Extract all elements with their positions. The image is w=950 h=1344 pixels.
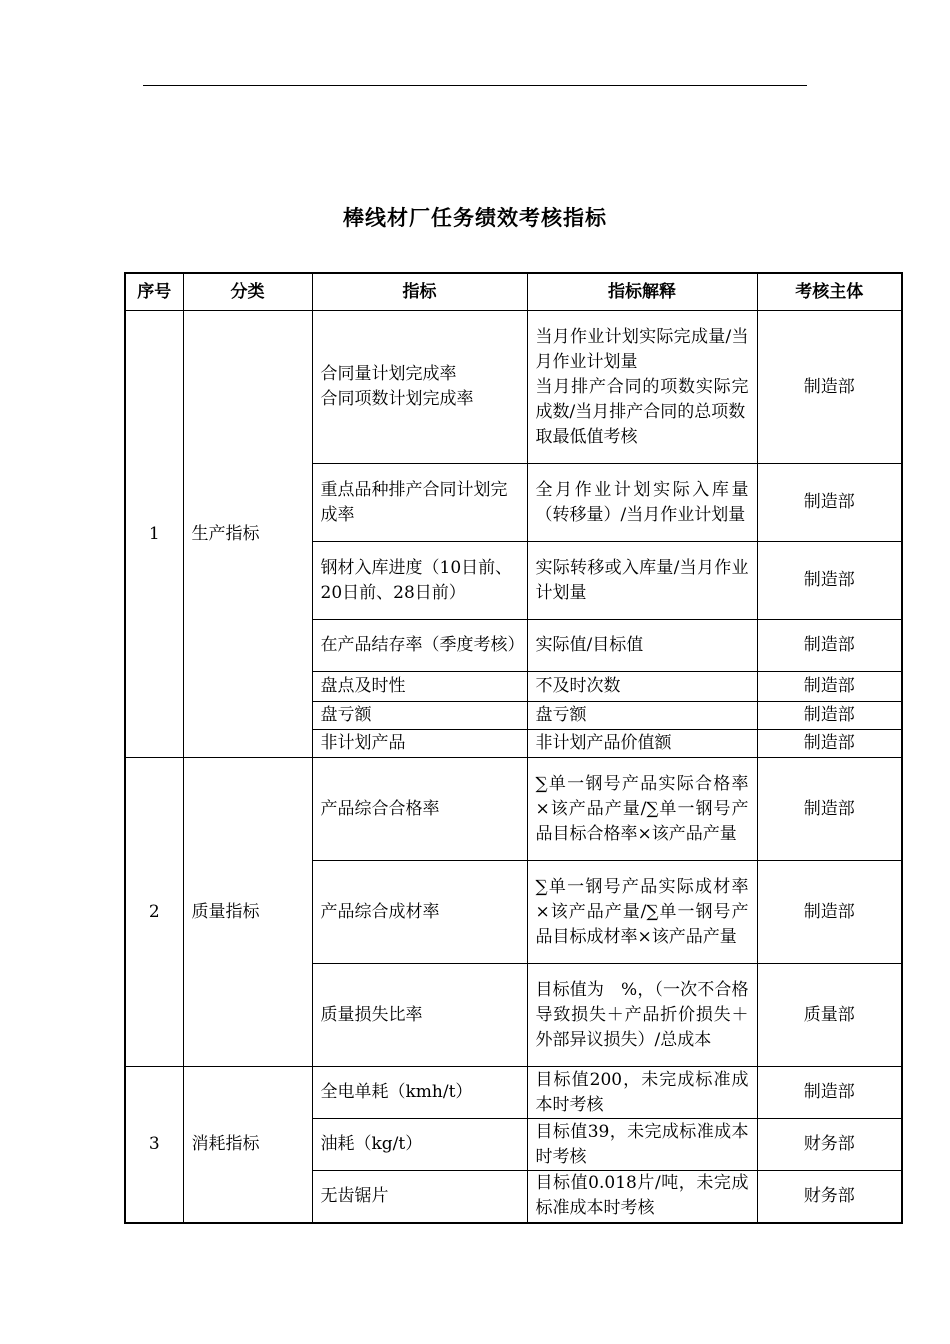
indicator-cell xyxy=(312,1171,527,1223)
header-category: 分类 xyxy=(183,273,312,311)
header-owner: 考核主体 xyxy=(757,273,902,311)
explanation-cell xyxy=(527,702,757,730)
explanation-text: 当月排产合同的项数实际完成数/当月排产合同的总项数 xyxy=(535,376,749,422)
explanation-text: 目标值39，未完成标准成本时考核 xyxy=(535,1121,749,1167)
owner-cell: 制造部 xyxy=(757,1067,902,1119)
indicator-text: 合同项数计划完成率 xyxy=(320,389,474,409)
indicator-cell xyxy=(312,702,527,730)
indicator-cell xyxy=(312,861,527,964)
indicator-cell xyxy=(312,1067,527,1119)
explanation-cell xyxy=(527,964,757,1067)
indicator-cell xyxy=(312,672,527,702)
indicator-cell xyxy=(312,311,527,464)
header-indicator: 指标 xyxy=(312,273,527,311)
table-row xyxy=(125,1067,902,1119)
indicator-cell xyxy=(312,730,527,758)
indicator-text: 全电单耗（kmh/t） xyxy=(320,1082,473,1102)
explanation-text: ∑单一钢号产品实际成材率×该产品产量/∑单一钢号产品目标成材率×该产品产量 xyxy=(535,876,749,947)
explanation-cell xyxy=(527,542,757,620)
group-category: 质量指标 xyxy=(183,758,312,1067)
explanation-text: 当月作业计划实际完成量/当月作业计划量 xyxy=(535,326,749,372)
table-header-row xyxy=(125,273,902,311)
explanation-text: 全月作业计划实际入库量（转移量）/当月作业计划量 xyxy=(535,479,749,525)
group-category: 生产指标 xyxy=(183,311,312,758)
owner-cell: 制造部 xyxy=(757,702,902,730)
owner-cell: 制造部 xyxy=(757,730,902,758)
owner-cell: 制造部 xyxy=(757,861,902,964)
owner-cell: 制造部 xyxy=(757,542,902,620)
header-no: 序号 xyxy=(125,273,183,311)
indicator-text: 合同量计划完成率 xyxy=(320,364,457,384)
indicator-text: 非计划产品 xyxy=(320,733,406,753)
explanation-text: ∑单一钢号产品实际合格率×该产品产量/∑单一钢号产品目标合格率×该产品产量 xyxy=(535,773,749,844)
document-title: 棒线材厂任务绩效考核指标 xyxy=(343,206,607,230)
explanation-text: 实际转移或入库量/当月作业计划量 xyxy=(535,557,749,603)
owner-cell: 财务部 xyxy=(757,1119,902,1171)
header-rule xyxy=(143,85,807,86)
indicator-text: 在产品结存率（季度考核） xyxy=(320,635,525,655)
explanation-cell xyxy=(527,672,757,702)
owner-cell: 质量部 xyxy=(757,964,902,1067)
explanation-cell xyxy=(527,861,757,964)
group-category: 消耗指标 xyxy=(183,1067,312,1223)
group-number: 1 xyxy=(125,311,183,758)
indicator-text: 盘点及时性 xyxy=(320,676,406,696)
group-number: 3 xyxy=(125,1067,183,1223)
explanation-text: 目标值0.018片/吨，未完成标准成本时考核 xyxy=(535,1173,749,1219)
table-row xyxy=(125,311,902,464)
indicator-text: 质量损失比率 xyxy=(320,1004,423,1025)
indicator-text: 钢材入库进度（10日前、20日前、28日前） xyxy=(320,557,513,603)
indicator-text: 盘亏额 xyxy=(320,705,372,725)
owner-cell: 财务部 xyxy=(757,1171,902,1223)
explanation-text: 取最低值考核 xyxy=(535,426,638,447)
explanation-text: 目标值200，未完成标准成本时考核 xyxy=(535,1069,749,1115)
indicator-text: 产品综合合格率 xyxy=(320,798,440,819)
explanation-text: 实际值/目标值 xyxy=(535,635,644,655)
explanation-cell xyxy=(527,1119,757,1171)
indicator-cell xyxy=(312,758,527,861)
owner-cell: 制造部 xyxy=(757,464,902,542)
explanation-text: 目标值为 %，（一次不合格导致损失＋产品折价损失＋外部异议损失）/总成本 xyxy=(535,979,749,1050)
owner-cell: 制造部 xyxy=(757,672,902,702)
indicator-cell xyxy=(312,464,527,542)
table-body xyxy=(125,311,902,1223)
explanation-cell xyxy=(527,758,757,861)
explanation-cell xyxy=(527,1171,757,1223)
explanation-text: 盘亏额 xyxy=(535,705,587,725)
indicator-cell xyxy=(312,964,527,1067)
explanation-cell xyxy=(527,730,757,758)
table-row xyxy=(125,758,902,861)
explanation-cell xyxy=(527,1067,757,1119)
group-number: 2 xyxy=(125,758,183,1067)
explanation-cell xyxy=(527,620,757,672)
indicator-cell xyxy=(312,620,527,672)
indicator-text: 产品综合成材率 xyxy=(320,901,440,922)
owner-cell: 制造部 xyxy=(757,758,902,861)
explanation-cell xyxy=(527,311,757,464)
indicator-text: 无齿锯片 xyxy=(320,1185,389,1206)
explanation-text: 不及时次数 xyxy=(535,676,621,696)
indicator-cell xyxy=(312,542,527,620)
owner-cell: 制造部 xyxy=(757,311,902,464)
owner-cell: 制造部 xyxy=(757,620,902,672)
explanation-text: 非计划产品价值额 xyxy=(535,733,672,753)
indicator-text: 重点品种排产合同计划完成率 xyxy=(320,479,508,525)
indicator-text: 油耗（kg/t） xyxy=(320,1134,423,1154)
header-explanation: 指标解释 xyxy=(527,273,757,311)
explanation-cell xyxy=(527,464,757,542)
kpi-table xyxy=(124,272,903,1224)
indicator-cell xyxy=(312,1119,527,1171)
